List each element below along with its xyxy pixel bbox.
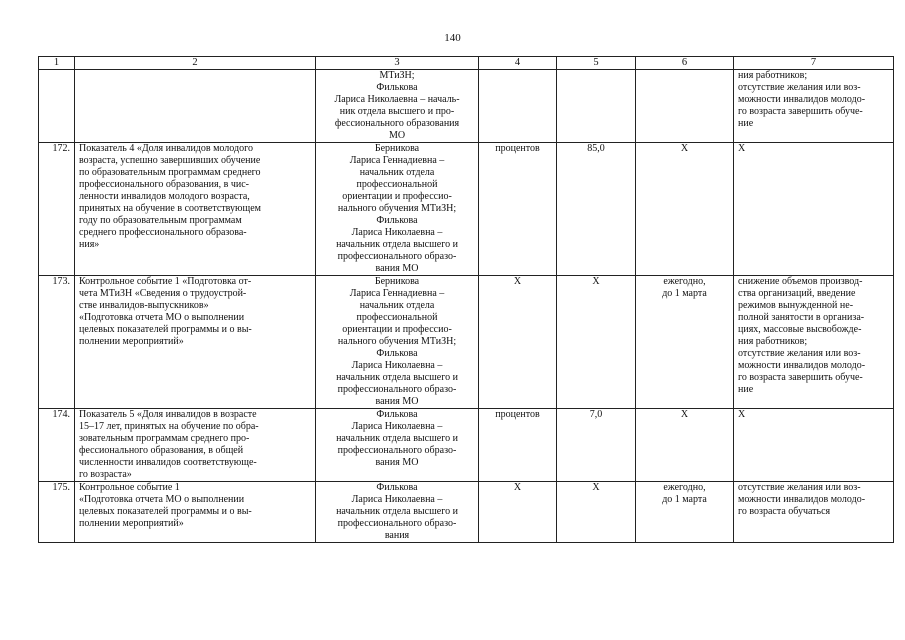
cell-line: можности инвалидов молодо- <box>738 360 866 371</box>
row-number-cell <box>39 70 75 143</box>
cell-line: ния» <box>79 239 100 250</box>
cell-line: начальник отдела высшего и <box>336 239 458 250</box>
plan-table <box>38 56 894 543</box>
cell-line: году по образовательным программам <box>79 215 242 226</box>
cell-line: ния работников; <box>738 336 808 347</box>
header-row <box>39 57 894 70</box>
cell-line: ориентации и профессио- <box>342 324 452 335</box>
indicator-cell <box>75 482 316 543</box>
cell-line: Показатель 5 «Доля инвалидов в возрасте <box>79 409 257 420</box>
cell-line: начальник отдела высшего и <box>336 506 458 517</box>
cell-line: чета МТиЗН «Сведения о трудоустрой- <box>79 288 247 299</box>
cell-line: Контрольное событие 1 <box>79 482 180 493</box>
responsible-cell <box>316 143 479 276</box>
cell-line: Лариса Николаевна – <box>351 360 443 371</box>
cell-line: ленности инвалидов молодого возраста, <box>79 191 250 202</box>
row-number-cell: 174. <box>39 409 75 482</box>
cell-line: вания МО <box>375 263 419 274</box>
value-cell: X <box>557 482 636 543</box>
cell-line: Лариса Геннадиевна – <box>349 155 445 166</box>
cell-line: профессиональной <box>356 312 438 323</box>
cell-line: вания МО <box>375 396 419 407</box>
indicator-cell <box>75 409 316 482</box>
cell-line: циях, массовые высвобожде- <box>738 324 862 335</box>
table-row <box>39 409 894 482</box>
value-cell: 85,0 <box>557 143 636 276</box>
cell-line: ежегодно, <box>663 276 706 287</box>
cell-line: Филькова <box>376 348 418 359</box>
cell-line: го возраста завершить обуче- <box>738 372 863 383</box>
cell-line: МТиЗН; <box>379 70 415 81</box>
cell-line: до 1 марта <box>662 288 707 299</box>
cell-line: нального обучения МТиЗН; <box>337 336 457 347</box>
cell-line: ежегодно, <box>663 482 706 493</box>
cell-line: отсутствие желания или воз- <box>738 82 861 93</box>
cell-line: ства организаций, введение <box>738 288 856 299</box>
risk-cell <box>734 143 894 276</box>
cell-line: полнении мероприятий» <box>79 518 184 529</box>
row-number-cell: 172. <box>39 143 75 276</box>
cell-line: 15–17 лет, принятых на обучение по обра- <box>79 421 259 432</box>
table-row <box>39 276 894 409</box>
value-cell <box>557 70 636 143</box>
column-header: 3 <box>316 57 479 70</box>
cell-line: можности инвалидов молодо- <box>738 494 866 505</box>
cell-line: ориентации и профессио- <box>342 191 452 202</box>
row-number-cell: 173. <box>39 276 75 409</box>
unit-cell: X <box>479 276 557 409</box>
unit-cell: процентов <box>479 409 557 482</box>
cell-line: зовательным программам среднего про- <box>79 433 250 444</box>
cell-line: X <box>738 143 746 154</box>
risk-cell <box>734 276 894 409</box>
cell-line: ния работников; <box>738 70 808 81</box>
cell-line: Филькова <box>376 409 418 420</box>
cell-line: ние <box>738 118 754 129</box>
cell-line: Лариса Николаевна – <box>351 227 443 238</box>
unit-cell: X <box>479 482 557 543</box>
cell-line: «Подготовка отчета МО о выполнении <box>79 494 245 505</box>
risk-cell <box>734 70 894 143</box>
table-row <box>39 143 894 276</box>
cell-line: Лариса Геннадиевна – <box>349 288 445 299</box>
responsible-cell <box>316 276 479 409</box>
responsible-cell <box>316 409 479 482</box>
unit-cell: процентов <box>479 143 557 276</box>
cell-line: стве инвалидов-выпускников» <box>79 300 209 311</box>
risk-cell <box>734 482 894 543</box>
cell-line: Показатель 4 «Доля инвалидов молодого <box>79 143 253 154</box>
cell-line: режимов вынужденной не- <box>738 300 854 311</box>
cell-line: X <box>738 409 746 420</box>
cell-line: X <box>680 143 689 154</box>
cell-line: Филькова <box>376 215 418 226</box>
cell-line: полнении мероприятий» <box>79 336 184 347</box>
deadline-cell <box>636 70 734 143</box>
cell-line: Лариса Николаевна – <box>351 494 443 505</box>
column-header: 1 <box>39 57 75 70</box>
cell-line: начальник отдела высшего и <box>336 372 458 383</box>
cell-line: начальник отдела <box>359 167 435 178</box>
cell-line: профессионального образо- <box>337 384 457 395</box>
cell-line: профессионального образо- <box>337 251 457 262</box>
cell-line: профессионального образо- <box>337 445 457 456</box>
cell-line: Лариса Николаевна – началь- <box>334 94 460 105</box>
cell-line: вания МО <box>375 457 419 468</box>
cell-line: отсутствие желания или воз- <box>738 482 861 493</box>
responsible-cell <box>316 482 479 543</box>
column-header: 4 <box>479 57 557 70</box>
cell-line: X <box>680 409 689 420</box>
row-number-cell: 175. <box>39 482 75 543</box>
deadline-cell <box>636 276 734 409</box>
deadline-cell <box>636 143 734 276</box>
cell-line: численности инвалидов соответствующе- <box>79 457 257 468</box>
cell-line: го возраста» <box>79 469 132 480</box>
cell-line: МО <box>388 130 406 141</box>
column-header: 6 <box>636 57 734 70</box>
cell-line: отсутствие желания или воз- <box>738 348 861 359</box>
deadline-cell <box>636 409 734 482</box>
cell-line: го возраста обучаться <box>738 506 831 517</box>
cell-line: профессиональной <box>356 179 438 190</box>
cell-line: Берникова <box>374 143 420 154</box>
column-header: 7 <box>734 57 894 70</box>
indicator-cell <box>75 276 316 409</box>
cell-line: го возраста завершить обуче- <box>738 106 863 117</box>
cell-line: нального обучения МТиЗН; <box>337 203 457 214</box>
cell-line: начальник отдела <box>359 300 435 311</box>
cell-line: вания <box>384 530 410 541</box>
cell-line: до 1 марта <box>662 494 707 505</box>
cell-line: Филькова <box>376 482 418 493</box>
cell-line: профессионального образо- <box>337 518 457 529</box>
column-header: 5 <box>557 57 636 70</box>
cell-line: начальник отдела высшего и <box>336 433 458 444</box>
cell-line: фессионального образования <box>334 118 460 129</box>
indicator-cell <box>75 143 316 276</box>
cell-line: полной занятости в организа- <box>738 312 865 323</box>
table-row <box>39 482 894 543</box>
deadline-cell <box>636 482 734 543</box>
risk-cell <box>734 409 894 482</box>
cell-line: ник отдела высшего и про- <box>339 106 455 117</box>
cell-line: возраста, успешно завершивших обучение <box>79 155 261 166</box>
cell-line: целевых показателей программы и о вы- <box>79 324 252 335</box>
value-cell: 7,0 <box>557 409 636 482</box>
cell-line: снижение объемов производ- <box>738 276 863 287</box>
indicator-cell <box>75 70 316 143</box>
cell-line: среднего профессионального образова- <box>79 227 247 238</box>
cell-line: Берникова <box>374 276 420 287</box>
page-number: 140 <box>444 32 461 44</box>
unit-cell <box>479 70 557 143</box>
cell-line: ние <box>738 384 754 395</box>
value-cell: X <box>557 276 636 409</box>
cell-line: фессионального образования, в общей <box>79 445 244 456</box>
cell-line: целевых показателей программы и о вы- <box>79 506 252 517</box>
cell-line: Лариса Николаевна – <box>351 421 443 432</box>
cell-line: «Подготовка отчета МО о выполнении <box>79 312 245 323</box>
table-row <box>39 70 894 143</box>
responsible-cell <box>316 70 479 143</box>
cell-line: принятых на обучение в соответствующем <box>79 203 261 214</box>
cell-line: по образовательным программам среднего <box>79 167 261 178</box>
cell-line: Филькова <box>376 82 418 93</box>
cell-line: можности инвалидов молодо- <box>738 94 866 105</box>
cell-line: профессионального образования, в чис- <box>79 179 249 190</box>
column-header: 2 <box>75 57 316 70</box>
cell-line: Контрольное событие 1 «Подготовка от- <box>79 276 252 287</box>
